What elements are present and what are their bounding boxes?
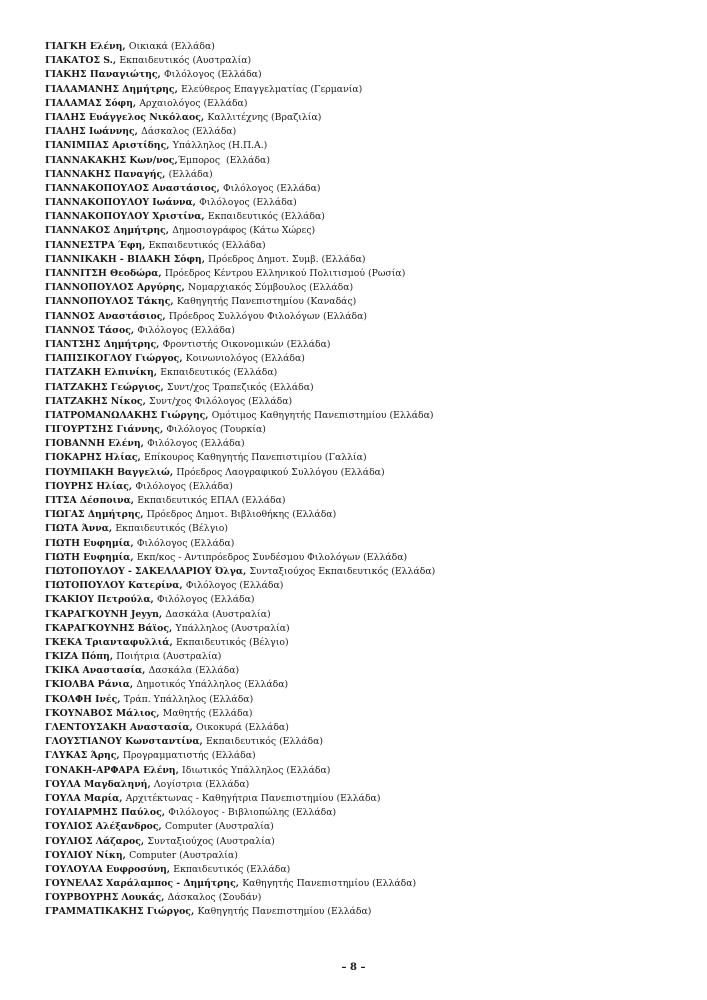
entry-separator: , [117, 693, 124, 705]
list-item [45, 83, 435, 97]
entry-separator: , [109, 651, 117, 663]
entry-name: ΓΙΑΤΖΑΚΗ Ελπινίκη [45, 367, 154, 379]
entry-description: Επίκουρος Καθηγητής Πανεπιστιμίου (Γαλλία) [144, 452, 367, 464]
entry-description: Φιλόλογος (Ελλάδα) [147, 438, 245, 450]
entry-name: ΓΛΥΚΑΣ Άρης [45, 750, 117, 762]
entry-separator: , [157, 69, 165, 81]
entry-separator: , [108, 523, 116, 535]
entry-description: Εκπαιδευτικός (Βέλγιο) [175, 636, 289, 648]
entry-separator: , [112, 55, 120, 67]
list-item [45, 210, 435, 224]
list-item [45, 395, 435, 409]
entry-name: ΓΙΑΝΝΕΣΤΡΑ Έφη [45, 239, 143, 251]
list-item [45, 593, 435, 607]
entry-separator: , [161, 892, 168, 904]
entry-separator: , [166, 140, 173, 152]
entry-name: ΓΚΙΟΛΒΑ Ράνια [45, 679, 130, 691]
entry-separator: , [179, 353, 186, 365]
entry-name: ΓΚΑΚΙΟΥ Πετρούλα [45, 594, 151, 606]
list-item [45, 338, 435, 352]
list-item [45, 537, 435, 551]
entry-description: Δημοτικός Υπάλληλος (Ελλάδα) [136, 679, 289, 691]
list-item [45, 678, 435, 692]
entry-description: Πρόεδρος Συλλόγου Φιλολόγων (Ελλάδα) [168, 310, 368, 322]
entry-separator: , [174, 83, 182, 95]
entry-name: ΓΙΑΛΑΜΑΣ Σόφη [45, 97, 133, 109]
list-item [45, 522, 435, 536]
entry-description: Πρόεδρος Λαογραφικού Συλλόγου (Ελλάδα) [176, 466, 385, 478]
entry-description: Εκπαιδευτικός (Ελλάδα) [207, 211, 325, 223]
entry-name: ΓΙΟΒΑΝΝΗ Ελένη [45, 438, 141, 450]
entry-name: ΓΙΑΝΝΟΣ Τάσος [45, 324, 131, 336]
entry-separator: , [158, 268, 165, 279]
entry-name: ΓΙΓΟΥΡΤΣΗΣ Γιάννης [45, 424, 160, 436]
entry-description: Φροντιστής Οικονομικών (Ελλάδα) [162, 338, 331, 350]
entry-description: Ελεύθερος Επαγγελματίας (Γερμανία) [181, 83, 363, 95]
entry-separator: , [140, 835, 148, 847]
entry-separator: , [200, 111, 208, 123]
entry-separator: , [158, 608, 166, 620]
entry-separator: , [181, 282, 188, 294]
entry-name: ΓΙΩΤΟΠΟΥΛΟΥ - ΣΑΚΕΛΛΑΡΙΟΥ Όλγα [45, 565, 243, 577]
list-item [45, 749, 435, 763]
entry-separator: , [158, 821, 166, 833]
entry-separator: , [201, 211, 208, 223]
entry-description: Δημοσιογράφος (Κάτω Χώρες) [172, 225, 316, 237]
list-item [45, 125, 435, 139]
entry-separator: , [122, 41, 129, 52]
entry-separator: , [147, 778, 154, 790]
entry-name: ΓΙΩΤΗ Ευφημία [45, 537, 131, 549]
entry-description: Συνταξιούχος Εκπαιδευτικός (Ελλάδα) [249, 565, 436, 577]
entry-description: Υπάλληλος (Η.Π.Α.) [172, 140, 268, 152]
entry-name: ΓΟΥΛΙΟΣ Λάζαρος [45, 835, 141, 847]
list-item [45, 139, 435, 153]
entry-description: Καθηγητής Πανεπιστημίου (Ελλάδα) [197, 906, 372, 918]
entry-description: Πρόεδρος Δημοτ. Βιβλιοθήκης (Ελλάδα) [146, 509, 337, 521]
entry-description: (Ελλάδα) [168, 168, 213, 180]
entry-separator: , [130, 324, 138, 336]
entry-description: Φιλόλογος (Ελλάδα) [199, 197, 297, 209]
list-item [45, 267, 435, 281]
entry-separator: , [216, 182, 223, 194]
entry-description: Αρχιτέκτωνας - Καθηγήτρια Πανεπιστημίου (Ελλάδα) [125, 792, 381, 804]
entry-name: ΓΙΑΝΙΜΠΑΣ Αριστίδης [45, 140, 167, 152]
page-number: – 8 – [341, 962, 366, 973]
list-item [45, 508, 435, 522]
entry-description: Πρόεδρος Κέντρου Ελληνικού Πολιτισμού (Ρωσία) [164, 268, 406, 279]
entry-description: Μαθητής (Ελλάδα) [162, 707, 253, 719]
entry-description: Πρόεδρος Δημοτ. Συμβ. (Ελλάδα) [208, 253, 366, 265]
list-item [45, 565, 435, 579]
entry-description: Computer (Αυστραλία) [129, 849, 238, 861]
entry-description: Φιλόλογος (Τουρκία) [166, 424, 266, 436]
entry-description: Νομαρχιακός Σύμβουλος (Ελλάδα) [187, 282, 354, 294]
list-item [45, 608, 435, 622]
entry-name: ΓΙΑΛΗΣ Ευάγγελος Νικόλαος [45, 111, 201, 123]
entry-separator: , [169, 636, 176, 648]
entry-name: ΓΡΑΜΜΑΤΙΚΑΚΗΣ Γιώργος [45, 906, 191, 918]
list-item [45, 310, 435, 324]
entry-separator: , [190, 906, 198, 918]
entry-description: Δάσκαλος (Ελλάδα) [141, 126, 237, 138]
entry-separator: , [174, 154, 178, 166]
entry-separator: , [201, 253, 209, 265]
entry-description: Προγραμματιστής (Ελλάδα) [122, 750, 256, 762]
entry-name: ΓΙΟΥΡΗΣ Ηλίας [45, 480, 129, 492]
entry-separator: , [142, 665, 149, 677]
list-item [45, 778, 435, 792]
entry-separator: , [161, 807, 169, 819]
entry-description: Φιλόλογος (Ελλάδα) [164, 69, 262, 81]
entry-separator: , [168, 622, 176, 634]
entry-separator: , [150, 594, 157, 606]
entry-description: Οικιακά (Ελλάδα) [128, 41, 215, 52]
entry-description: Αρχαιολόγος (Ελλάδα) [139, 97, 248, 109]
list-item [45, 466, 435, 480]
entry-name: ΓΙΩΓΑΣ Δημήτρης [45, 509, 141, 521]
entry-separator: , [179, 580, 186, 592]
entry-name: ΓΙΟΚΑΡΗΣ Ηλίας [45, 452, 138, 464]
list-item [45, 764, 435, 778]
list-item [45, 324, 435, 338]
entry-description: Εκπαιδευτικός (Βέλγιο) [115, 523, 229, 535]
entry-name: ΓΙΤΣΑ Δέσποινα [45, 495, 131, 506]
list-item [45, 636, 435, 650]
list-item [45, 182, 435, 196]
entry-description: Δάσκαλος (Σουδάν) [167, 892, 262, 904]
entry-description: Φιλόλογος (Ελλάδα) [222, 182, 321, 194]
list-item [45, 480, 435, 494]
entry-name: ΓΙΑΤΖΑΚΗΣ Γεώργιος [45, 381, 161, 393]
entry-description: Φιλόλογος (Ελλάδα) [135, 480, 233, 492]
entry-separator: , [130, 551, 137, 563]
list-item [45, 111, 435, 125]
list-item [45, 253, 435, 267]
entry-separator: , [153, 367, 161, 379]
entry-name: ΓΟΥΝΕΛΑΣ Χαράλαμπος - Δημήτρης [45, 878, 236, 890]
entry-separator: , [130, 537, 137, 549]
entry-description: Εκπαιδευτικός (Ελλάδα) [148, 239, 266, 251]
entry-separator: , [122, 849, 130, 861]
list-item [45, 366, 435, 380]
entry-description: Υπάλληλος (Αυστραλία) [175, 622, 290, 634]
entry-name: ΓΚΑΡΑΓΚΟΥΝΗΣ Βάϊος [45, 622, 169, 634]
entry-name: ΓΙΑΤΖΑΚΗΣ Νίκος [45, 395, 143, 407]
entry-separator: , [140, 509, 147, 521]
list-item [45, 905, 435, 919]
entry-description: Εκπαιδευτικός (Ελλάδα) [173, 863, 291, 875]
list-item [45, 40, 435, 54]
entry-name: ΓΚΙΖΑ Πόπη [45, 651, 110, 663]
list-item [45, 196, 435, 210]
entry-description: Δασκάλα (Αυστραλία) [165, 608, 271, 620]
entry-separator: , [169, 466, 177, 478]
entry-description: Φιλόλογος (Ελλάδα) [156, 594, 255, 606]
entry-description: Συντ/χος Τραπεζικός (Ελλάδα) [167, 381, 314, 393]
entry-name: ΓΙΑΝΤΣΗΣ Δημήτρης [45, 338, 157, 350]
list-item [45, 168, 435, 182]
entry-name: ΓΛΟΥΣΤΙΑΝΟΥ Κωνσταντίνα [45, 736, 200, 748]
entry-name: ΓΙΑΝΝΑΚΟΠΟΥΛΟΥ Χριστίνα [45, 211, 202, 223]
entry-description: Εκπαιδευτικός ΕΠΑΛ (Ελλάδα) [137, 495, 286, 506]
entry-description: Συνταξιούχος (Αυστραλία) [147, 835, 275, 847]
entry-separator: , [205, 409, 212, 421]
list-item [45, 835, 435, 849]
entry-separator: , [175, 764, 183, 776]
entry-separator: , [162, 310, 169, 322]
entry-name: ΓΙΑΝΝΙΚΑΚΗ - ΒΙΔΑΚΗ Σόφη [45, 253, 202, 265]
entry-name: ΓΙΑΝΝΑΚΟΠΟΥΛΟΣ Αναστάσιος [45, 182, 217, 194]
entry-description: Συντ/χος Φιλόλογος (Ελλάδα) [149, 395, 293, 407]
list-item [45, 622, 435, 636]
entry-description: Εκπαιδευτικός (Ελλάδα) [206, 736, 324, 748]
entry-separator: , [199, 736, 207, 748]
entry-name: ΓΙΑΚΗΣ Παναγιώτης [45, 69, 158, 81]
list-item [45, 579, 435, 593]
entry-name: ΓΙΩΤΑ Άννα [45, 523, 109, 535]
list-item [45, 154, 435, 168]
entry-name: ΓΙΑΝΝΑΚΑΚΗΣ Κων/νος [45, 154, 175, 166]
entry-name: ΓΟΥΛΟΥΛΑ Ευφροσύνη [45, 863, 167, 875]
list-item [45, 693, 435, 707]
list-item [45, 735, 435, 749]
entry-name: ΓΚΙΚΑ Αναστασία [45, 665, 143, 677]
entry-description: Φιλόλογος (Ελλάδα) [185, 580, 284, 592]
entry-description: Ομότιμος Καθηγητής Πανεπιστημίου (Ελλάδα) [211, 409, 434, 421]
entry-description: Εκπαιδευτικός (Αυστραλία) [119, 55, 252, 67]
entry-name: ΓΙΩΤΟΠΟΥΛΟΥ Κατερίνα [45, 580, 180, 592]
entry-separator: , [129, 679, 137, 691]
entry-description: Έμπορος (Ελλάδα) [177, 154, 270, 166]
entry-separator: , [189, 722, 197, 733]
list-item [45, 820, 435, 834]
entry-name: ΓΚΑΡΑΓΚΟΥΝΗ Jeyyn [45, 608, 159, 620]
entry-name: ΓΙΑΝΝΑΚΗΣ Παναγής [45, 168, 163, 180]
entry-name: ΓΙΑΝΝΟΠΟΥΛΟΣ Τάκης [45, 296, 171, 308]
entry-separator: , [134, 126, 142, 138]
entry-name: ΓΙΑΝΝΟΠΟΥΛΟΣ Αργύρης [45, 282, 182, 294]
entry-separator: , [170, 296, 177, 308]
list-item [45, 551, 435, 565]
list-item [45, 381, 435, 395]
entry-name: ΓΟΥΛΙΟΥ Νίκη [45, 849, 123, 861]
entry-name: ΓΟΥΛΑ Μαγδαληνή [45, 778, 148, 790]
entry-separator: , [243, 565, 250, 577]
entry-description: Ποιήτρια (Αυστραλία) [116, 651, 222, 663]
list-item [45, 650, 435, 664]
entry-separator: , [119, 792, 126, 804]
entry-name: ΓΙΑΝΝΟΣ Αναστάσιος [45, 310, 163, 322]
list-item [45, 707, 435, 721]
entry-separator: , [140, 438, 148, 450]
entry-description: Computer (Αυστραλία) [165, 821, 274, 833]
list-item [45, 352, 435, 366]
entry-name: ΓΙΑΤΡΟΜΑΝΩΛΑΚΗΣ Γιώργης [45, 409, 206, 421]
entry-name: ΓΟΥΛΑ Μαρία [45, 792, 120, 804]
entry-separator: , [132, 97, 140, 109]
entry-name: ΓΙΑΛΑΜΑΝΗΣ Δημήτρης [45, 83, 175, 95]
entry-name: ΓΙΑΝΝΑΚΟΣ Δημήτρης [45, 225, 166, 237]
entry-description: Φιλόλογος (Ελλάδα) [136, 537, 235, 549]
list-item [45, 664, 435, 678]
list-item [45, 849, 435, 863]
list-item [45, 281, 435, 295]
entry-name: ΓΙΟΥΜΠΑΚΗ Βαγγελιώ [45, 466, 170, 478]
entry-separator: , [162, 168, 169, 180]
entry-separator: , [130, 495, 138, 506]
entry-separator: , [142, 395, 150, 407]
entry-name: ΓΙΑΝΝΑΚΟΠΟΥΛΟΥ Ιωάννα [45, 197, 193, 209]
entry-name: ΓΚΟΛΦΗ Ινές [45, 693, 118, 705]
entry-name: ΓΛΕΝΤΟΥΣΑΚΗ Αναστασία [45, 722, 190, 733]
entry-separator: , [160, 381, 168, 393]
entry-description: Φιλόλογος - Βιβλιοπώλης (Ελλάδα) [168, 807, 337, 819]
entry-description: Εκπ/κος - Αντιπρόεδρος Συνδέσμου Φιλολόγων (Ελλάδα) [136, 551, 408, 563]
list-item [45, 239, 435, 253]
list-item [45, 891, 435, 905]
entry-separator: , [165, 225, 173, 237]
entry-description: Ιδιωτικός Υπάλληλος (Ελλάδα) [182, 764, 331, 776]
entry-separator: , [166, 863, 174, 875]
list-item [45, 437, 435, 451]
entry-description: Κοινωνιολόγος (Ελλάδα) [185, 353, 305, 365]
entry-description: Λογίστρια (Ελλάδα) [153, 778, 250, 790]
list-item [45, 451, 435, 465]
entry-name: ΓΟΥΛΙΟΣ Αλέξανδρος [45, 821, 159, 833]
entry-description: Εκπαιδευτικός (Ελλάδα) [160, 367, 278, 379]
entry-name: ΓΟΥΡΒΟΥΡΗΣ Λουκάς [45, 892, 162, 904]
entry-description: Καθηγητής Πανεπιστημίου (Ελλάδα) [242, 878, 417, 890]
entry-name: ΓΙΑΓΚΗ Ελένη [45, 41, 123, 52]
entry-name: ΓΟΥΛΙΑΡΜΗΣ Παύλος [45, 807, 162, 819]
entry-name: ΓΙΑΚΑΤΟΣ S. [45, 55, 113, 67]
list-item [45, 97, 435, 111]
list-item [45, 721, 435, 735]
entry-description: Καθηγητής Πανεπιστημίου (Καναδάς) [176, 296, 357, 308]
list-item [45, 295, 435, 309]
list-item [45, 494, 435, 508]
entry-separator: , [235, 878, 243, 890]
entry-description: Καλλιτέχνης (Βραζιλία) [207, 111, 322, 123]
entry-name: ΓΙΩΤΗ Ευφημία [45, 551, 131, 563]
list-item [45, 863, 435, 877]
entry-description: Τράπ. Υπάλληλος (Ελλάδα) [123, 693, 254, 705]
entry-separator: , [116, 750, 123, 762]
entry-separator: , [142, 239, 149, 251]
name-list [45, 40, 435, 920]
list-item [45, 224, 435, 238]
list-item [45, 54, 435, 68]
entry-separator: , [156, 707, 163, 719]
list-item [45, 877, 435, 891]
list-item [45, 792, 435, 806]
entry-description: Οικοκυρά (Ελλάδα) [196, 722, 289, 733]
list-item [45, 68, 435, 82]
entry-separator: , [192, 197, 200, 209]
entry-name: ΓΙΑΠΙΣΙΚΟΓΛΟΥ Γιώργος [45, 353, 180, 365]
entry-description: Φιλόλογος (Ελλάδα) [137, 324, 235, 336]
entry-separator: , [159, 424, 167, 436]
list-item [45, 409, 435, 423]
entry-name: ΓΚΟΥΝΑΒΟΣ Μάλιος [45, 707, 157, 719]
entry-description: Δασκάλα (Ελλάδα) [148, 665, 240, 677]
entry-name: ΓΟΝΑΚΗ-ΑΡΦΑΡΑ Ελένη [45, 764, 176, 776]
entry-name: ΓΙΑΛΗΣ Ιωάννης [45, 126, 135, 138]
entry-name: ΓΙΑΝΝΙΤΣΗ Θεοδώρα [45, 268, 159, 279]
entry-separator: , [128, 480, 136, 492]
entry-separator: , [137, 452, 145, 464]
list-item [45, 423, 435, 437]
entry-name: ΓΚΕΚΑ Τριανταφυλλιά [45, 636, 170, 648]
list-item [45, 806, 435, 820]
entry-separator: , [156, 338, 163, 350]
